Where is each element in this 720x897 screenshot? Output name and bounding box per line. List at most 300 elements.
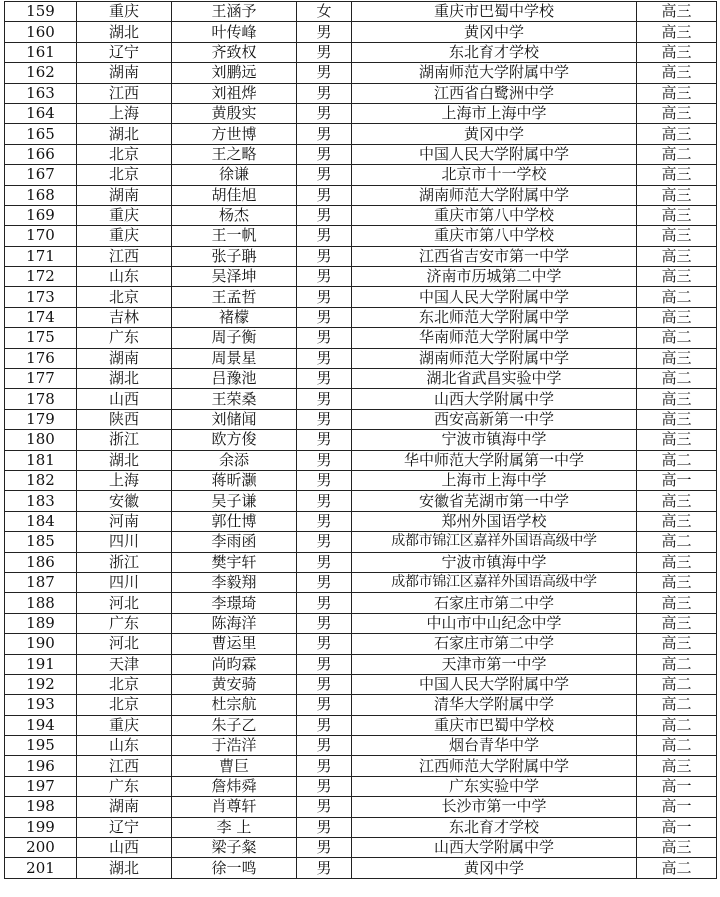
gender-cell: 男 [297,430,352,450]
grade-cell: 高三 [637,267,717,287]
gender-cell: 男 [297,103,352,123]
row-number: 186 [5,552,77,572]
row-number: 181 [5,450,77,470]
student-name-cell: 詹炜舜 [172,776,297,796]
grade-cell: 高三 [637,572,717,592]
row-number: 191 [5,654,77,674]
province-cell: 湖北 [77,124,172,144]
province-cell: 河北 [77,634,172,654]
school-cell: 广东实验中学 [352,776,637,796]
row-number: 173 [5,287,77,307]
school-cell: 江西师范大学附属中学 [352,756,637,776]
grade-cell: 高三 [637,838,717,858]
grade-cell: 高三 [637,246,717,266]
province-cell: 山东 [77,736,172,756]
student-name-cell: 徐一鸣 [172,858,297,878]
student-name-cell: 徐谦 [172,165,297,185]
gender-cell: 男 [297,593,352,613]
student-name-cell: 朱子乙 [172,715,297,735]
student-name-cell: 周景星 [172,348,297,368]
table-row [5,695,717,715]
grade-cell: 高二 [637,144,717,164]
school-cell: 中国人民大学附属中学 [352,287,637,307]
student-name-cell: 王孟哲 [172,287,297,307]
grade-cell: 高三 [637,307,717,327]
grade-cell: 高三 [637,348,717,368]
province-cell: 河北 [77,593,172,613]
province-cell: 吉林 [77,307,172,327]
roster-body [5,2,717,879]
school-cell: 天津市第一中学 [352,654,637,674]
school-cell: 湖南师范大学附属中学 [352,63,637,83]
province-cell: 湖南 [77,797,172,817]
school-cell: 成都市锦江区嘉祥外国语高级中学 [352,572,637,592]
student-name-cell: 吴泽坤 [172,267,297,287]
row-number: 194 [5,715,77,735]
row-number: 169 [5,205,77,225]
row-number: 161 [5,42,77,62]
student-name-cell: 尚昀霖 [172,654,297,674]
table-row [5,817,717,837]
student-name-cell: 余添 [172,450,297,470]
table-row [5,450,717,470]
grade-cell: 高二 [637,654,717,674]
grade-cell: 高三 [637,409,717,429]
grade-cell: 高三 [637,226,717,246]
gender-cell: 男 [297,797,352,817]
province-cell: 湖北 [77,450,172,470]
grade-cell: 高三 [637,185,717,205]
gender-cell: 男 [297,450,352,470]
gender-cell: 男 [297,613,352,633]
school-cell: 上海市上海中学 [352,470,637,490]
province-cell: 陕西 [77,409,172,429]
student-name-cell: 王之略 [172,144,297,164]
table-row [5,267,717,287]
row-number: 178 [5,389,77,409]
province-cell: 山西 [77,389,172,409]
row-number: 179 [5,409,77,429]
gender-cell: 男 [297,226,352,246]
gender-cell: 男 [297,144,352,164]
gender-cell: 男 [297,776,352,796]
gender-cell: 男 [297,736,352,756]
school-cell: 黄冈中学 [352,124,637,144]
table-row [5,838,717,858]
gender-cell: 男 [297,63,352,83]
student-name-cell: 于浩洋 [172,736,297,756]
table-row [5,369,717,389]
row-number: 199 [5,817,77,837]
student-name-cell: 陈海洋 [172,613,297,633]
grade-cell: 高二 [637,858,717,878]
row-number: 160 [5,22,77,42]
row-number: 175 [5,328,77,348]
student-name-cell: 褚檬 [172,307,297,327]
row-number: 172 [5,267,77,287]
province-cell: 四川 [77,532,172,552]
row-number: 163 [5,83,77,103]
gender-cell: 男 [297,409,352,429]
table-row [5,205,717,225]
student-name-cell: 王一帆 [172,226,297,246]
student-name-cell: 周子衡 [172,328,297,348]
gender-cell: 男 [297,715,352,735]
grade-cell: 高二 [637,287,717,307]
student-name-cell: 黄殷实 [172,103,297,123]
gender-cell: 男 [297,124,352,144]
province-cell: 山西 [77,838,172,858]
province-cell: 重庆 [77,2,172,22]
grade-cell: 高三 [637,63,717,83]
province-cell: 湖南 [77,348,172,368]
grade-cell: 高三 [637,2,717,22]
row-number: 188 [5,593,77,613]
school-cell: 宁波市镇海中学 [352,430,637,450]
province-cell: 广东 [77,328,172,348]
gender-cell: 男 [297,83,352,103]
grade-cell: 高三 [637,42,717,62]
province-cell: 江西 [77,246,172,266]
grade-cell: 高二 [637,450,717,470]
school-cell: 山西大学附属中学 [352,838,637,858]
province-cell: 湖北 [77,858,172,878]
student-name-cell: 杜宗航 [172,695,297,715]
school-cell: 江西省吉安市第一中学 [352,246,637,266]
row-number: 168 [5,185,77,205]
gender-cell: 男 [297,532,352,552]
row-number: 182 [5,470,77,490]
grade-cell: 高二 [637,695,717,715]
gender-cell: 男 [297,511,352,531]
row-number: 185 [5,532,77,552]
grade-cell: 高三 [637,491,717,511]
province-cell: 江西 [77,83,172,103]
row-number: 171 [5,246,77,266]
school-cell: 重庆市第八中学校 [352,226,637,246]
table-row [5,348,717,368]
student-name-cell: 樊宇轩 [172,552,297,572]
province-cell: 浙江 [77,430,172,450]
school-cell: 郑州外国语学校 [352,511,637,531]
gender-cell: 男 [297,838,352,858]
school-cell: 湖北省武昌实验中学 [352,369,637,389]
gender-cell: 男 [297,165,352,185]
gender-cell: 男 [297,328,352,348]
school-cell: 上海市上海中学 [352,103,637,123]
table-row [5,552,717,572]
row-number: 180 [5,430,77,450]
gender-cell: 男 [297,674,352,694]
table-row [5,124,717,144]
student-name-cell: 王荣桑 [172,389,297,409]
table-row [5,776,717,796]
gender-cell: 男 [297,22,352,42]
grade-cell: 高三 [637,430,717,450]
school-cell: 黄冈中学 [352,858,637,878]
student-name-cell: 郭仕博 [172,511,297,531]
gender-cell: 男 [297,858,352,878]
school-cell: 中国人民大学附属中学 [352,144,637,164]
school-cell: 中山市中山纪念中学 [352,613,637,633]
row-number: 184 [5,511,77,531]
student-name-cell: 齐致权 [172,42,297,62]
grade-cell: 高三 [637,511,717,531]
table-row [5,430,717,450]
school-cell: 湖南师范大学附属中学 [352,185,637,205]
grade-cell: 高一 [637,470,717,490]
student-name-cell: 蒋昕灏 [172,470,297,490]
student-name-cell: 吕豫池 [172,369,297,389]
table-row [5,593,717,613]
row-number: 190 [5,634,77,654]
grade-cell: 高三 [637,165,717,185]
gender-cell: 男 [297,817,352,837]
grade-cell: 高三 [637,22,717,42]
table-row [5,328,717,348]
gender-cell: 男 [297,654,352,674]
student-name-cell: 方世博 [172,124,297,144]
province-cell: 湖北 [77,22,172,42]
table-row [5,22,717,42]
student-name-cell: 黄安骑 [172,674,297,694]
student-name-cell: 欧方俊 [172,430,297,450]
school-cell: 东北育才学校 [352,42,637,62]
table-row [5,674,717,694]
school-cell: 长沙市第一中学 [352,797,637,817]
table-row [5,83,717,103]
school-cell: 重庆市巴蜀中学校 [352,2,637,22]
grade-cell: 高三 [637,634,717,654]
gender-cell: 男 [297,491,352,511]
row-number: 192 [5,674,77,694]
school-cell: 宁波市镇海中学 [352,552,637,572]
row-number: 201 [5,858,77,878]
province-cell: 重庆 [77,205,172,225]
student-name-cell: 王涵予 [172,2,297,22]
table-row [5,470,717,490]
gender-cell: 女 [297,2,352,22]
table-row [5,491,717,511]
table-row [5,42,717,62]
row-number: 200 [5,838,77,858]
student-name-cell: 刘鹏远 [172,63,297,83]
row-number: 183 [5,491,77,511]
school-cell: 黄冈中学 [352,22,637,42]
row-number: 187 [5,572,77,592]
student-name-cell: 李 上 [172,817,297,837]
row-number: 196 [5,756,77,776]
row-number: 189 [5,613,77,633]
school-cell: 江西省白鹭洲中学 [352,83,637,103]
gender-cell: 男 [297,205,352,225]
province-cell: 上海 [77,470,172,490]
grade-cell: 高三 [637,124,717,144]
school-cell: 中国人民大学附属中学 [352,674,637,694]
school-cell: 重庆市第八中学校 [352,205,637,225]
gender-cell: 男 [297,307,352,327]
province-cell: 湖南 [77,185,172,205]
grade-cell: 高一 [637,797,717,817]
grade-cell: 高二 [637,674,717,694]
table-row [5,634,717,654]
school-cell: 湖南师范大学附属中学 [352,348,637,368]
province-cell: 北京 [77,144,172,164]
grade-cell: 高三 [637,552,717,572]
student-name-cell: 吴子谦 [172,491,297,511]
row-number: 193 [5,695,77,715]
gender-cell: 男 [297,185,352,205]
table-row [5,715,717,735]
student-name-cell: 李璟琦 [172,593,297,613]
table-row [5,226,717,246]
grade-cell: 高二 [637,736,717,756]
school-cell: 华南师范大学附属中学 [352,328,637,348]
gender-cell: 男 [297,634,352,654]
student-name-cell: 李雨函 [172,532,297,552]
school-cell: 安徽省芜湖市第一中学 [352,491,637,511]
row-number: 170 [5,226,77,246]
gender-cell: 男 [297,572,352,592]
gender-cell: 男 [297,42,352,62]
row-number: 177 [5,369,77,389]
grade-cell: 高三 [637,613,717,633]
row-number: 195 [5,736,77,756]
province-cell: 浙江 [77,552,172,572]
province-cell: 江西 [77,756,172,776]
gender-cell: 男 [297,756,352,776]
table-row [5,409,717,429]
gender-cell: 男 [297,246,352,266]
student-name-cell: 刘祖烨 [172,83,297,103]
roster-table [4,1,717,879]
student-name-cell: 胡佳旭 [172,185,297,205]
table-row [5,246,717,266]
row-number: 165 [5,124,77,144]
province-cell: 重庆 [77,715,172,735]
table-row [5,307,717,327]
table-row [5,185,717,205]
gender-cell: 男 [297,287,352,307]
province-cell: 北京 [77,287,172,307]
school-cell: 东北育才学校 [352,817,637,837]
student-name-cell: 曹巨 [172,756,297,776]
grade-cell: 高二 [637,715,717,735]
student-name-cell: 杨杰 [172,205,297,225]
row-number: 166 [5,144,77,164]
table-row [5,511,717,531]
province-cell: 天津 [77,654,172,674]
school-cell: 成都市锦江区嘉祥外国语高级中学 [352,532,637,552]
table-row [5,797,717,817]
province-cell: 广东 [77,776,172,796]
school-cell: 石家庄市第二中学 [352,593,637,613]
table-row [5,103,717,123]
row-number: 176 [5,348,77,368]
province-cell: 河南 [77,511,172,531]
grade-cell: 高二 [637,532,717,552]
province-cell: 北京 [77,165,172,185]
gender-cell: 男 [297,348,352,368]
gender-cell: 男 [297,695,352,715]
table-row [5,532,717,552]
table-row [5,287,717,307]
table-row [5,613,717,633]
student-name-cell: 叶传峰 [172,22,297,42]
student-name-cell: 肖尊轩 [172,797,297,817]
table-row [5,389,717,409]
province-cell: 广东 [77,613,172,633]
province-cell: 湖南 [77,63,172,83]
grade-cell: 高三 [637,756,717,776]
gender-cell: 男 [297,267,352,287]
school-cell: 西安高新第一中学 [352,409,637,429]
school-cell: 华中师范大学附属第一中学 [352,450,637,470]
table-row [5,165,717,185]
row-number: 164 [5,103,77,123]
province-cell: 四川 [77,572,172,592]
gender-cell: 男 [297,389,352,409]
student-name-cell: 曹运里 [172,634,297,654]
school-cell: 清华大学附属中学 [352,695,637,715]
grade-cell: 高三 [637,593,717,613]
province-cell: 上海 [77,103,172,123]
province-cell: 山东 [77,267,172,287]
row-number: 159 [5,2,77,22]
province-cell: 重庆 [77,226,172,246]
row-number: 197 [5,776,77,796]
table-row [5,63,717,83]
province-cell: 辽宁 [77,817,172,837]
grade-cell: 高二 [637,369,717,389]
gender-cell: 男 [297,369,352,389]
grade-cell: 高三 [637,205,717,225]
row-number: 167 [5,165,77,185]
grade-cell: 高三 [637,389,717,409]
grade-cell: 高三 [637,103,717,123]
row-number: 174 [5,307,77,327]
table-row [5,654,717,674]
province-cell: 安徽 [77,491,172,511]
grade-cell: 高三 [637,83,717,103]
grade-cell: 高二 [637,328,717,348]
student-name-cell: 刘储闻 [172,409,297,429]
table-row [5,858,717,878]
row-number: 198 [5,797,77,817]
province-cell: 北京 [77,674,172,694]
table-row [5,756,717,776]
table-row [5,144,717,164]
student-name-cell: 张子聃 [172,246,297,266]
student-name-cell: 梁子粲 [172,838,297,858]
school-cell: 石家庄市第二中学 [352,634,637,654]
table-row [5,2,717,22]
province-cell: 北京 [77,695,172,715]
gender-cell: 男 [297,470,352,490]
gender-cell: 男 [297,552,352,572]
school-cell: 北京市十一学校 [352,165,637,185]
table-row [5,736,717,756]
province-cell: 辽宁 [77,42,172,62]
school-cell: 东北师范大学附属中学 [352,307,637,327]
province-cell: 湖北 [77,369,172,389]
school-cell: 山西大学附属中学 [352,389,637,409]
school-cell: 重庆市巴蜀中学校 [352,715,637,735]
grade-cell: 高一 [637,776,717,796]
table-row [5,572,717,592]
school-cell: 济南市历城第二中学 [352,267,637,287]
row-number: 162 [5,63,77,83]
